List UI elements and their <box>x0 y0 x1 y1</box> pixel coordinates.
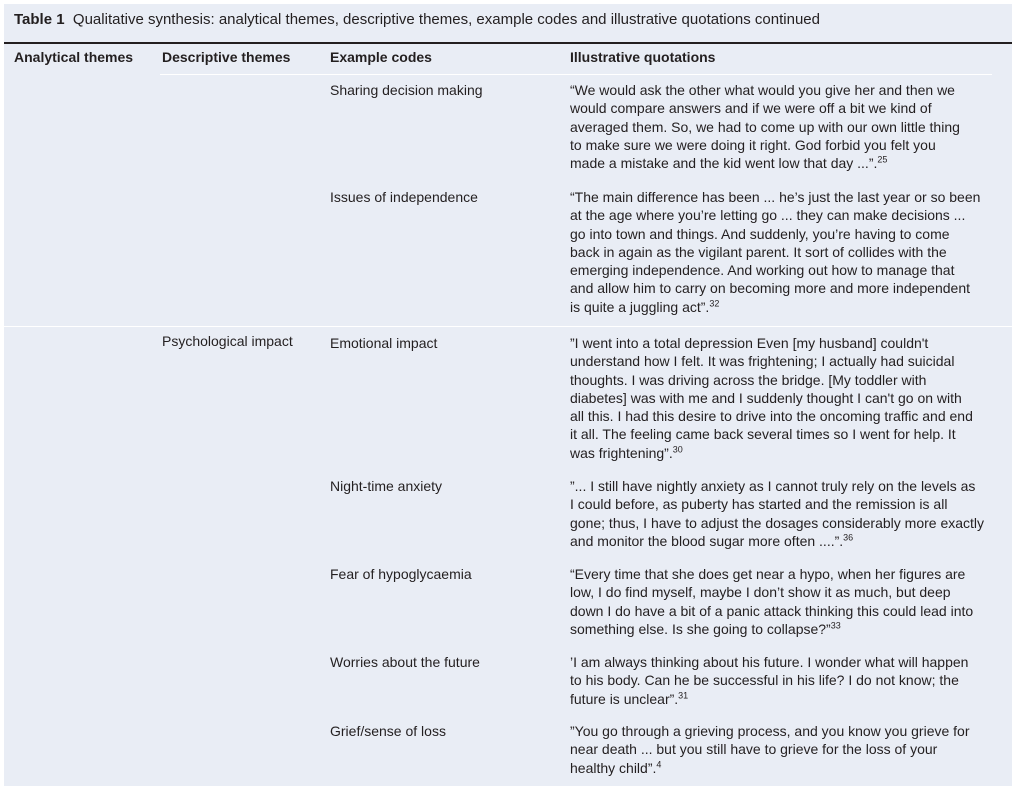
quotation-line: it all. The feeling came back several times so I went for help. It <box>570 426 956 443</box>
quotation-line: ”You go through a grieving process, and you know you grieve for <box>570 723 970 739</box>
reference-number: 33 <box>830 620 841 631</box>
quotation-line: go into town and things. And suddenly, you’re having to come <box>570 225 950 242</box>
quotation-line: was frightening”.$^{30}$ <box>570 444 683 461</box>
quotation-line: healthy child”.$^4$ <box>570 758 662 776</box>
quotation-line: ’I am always thinking about his future. I wonder what will happen <box>570 654 969 670</box>
header-illustrative-quotations: Illustrative quotations <box>570 49 716 65</box>
quotation-line: future is unclear”.$^{31}$ <box>570 689 689 707</box>
reference-number: 31 <box>678 689 689 700</box>
reference-number: 32 <box>709 298 720 309</box>
quotation-line: “We would ask the other what would you give her and then we <box>570 82 955 98</box>
reference-number: 4 <box>656 758 662 769</box>
quotation-line: “The main difference has been ... he’s just the last year or so been <box>570 189 981 205</box>
header-rule <box>160 74 992 75</box>
quotation-line: diabetes] was with me and I suddenly thought I can't go on with <box>570 389 962 406</box>
quotation-line: at the age where you’re letting go ... they can make decisions ... <box>570 207 966 224</box>
example-code-night-time-anxiety: Night-time anxiety <box>330 478 443 494</box>
quotation-line: understand how I felt. It was frightening; I actually had suicidal <box>570 353 955 370</box>
quotation-emotional-impact <box>570 334 988 462</box>
table-label: Table 1 <box>14 11 65 28</box>
quotation-line: thoughts. I was driving across the bridge. [My toddler with <box>570 371 927 388</box>
quotation-line: ”... I still have nightly anxiety as I cannot truly rely on the levels as <box>570 478 976 494</box>
quotation-line: near death ... but you still have to grieve for the loss of your <box>570 741 938 758</box>
quotation-line: averaged them. So, we had to come up with our own little thing <box>570 118 960 135</box>
example-code-worries-future: Worries about the future <box>330 654 480 670</box>
quotation-line: low, I do find myself, maybe I don’t show it as much, but deep <box>570 584 951 601</box>
quotation-line: to his body. Can he be successful in his life? I do not know; the <box>570 672 959 689</box>
descriptive-theme-psychological-impact: Psychological impact <box>162 333 293 349</box>
table-top-rule <box>4 42 1012 44</box>
quotation-line: “Every time that she does get near a hypo, when her figures are <box>570 566 966 582</box>
quotation-night-time-anxiety <box>570 477 988 550</box>
quotation-line: ”I went into a total depression Even [my husband] couldn't <box>570 335 929 351</box>
quotation-line: and monitor the blood sugar more often ....”.$^{36}$ <box>570 532 854 549</box>
quotation-line: made a mistake and the kid went low that day ...”.$^{25}$ <box>570 154 888 172</box>
quotation-line: I could before, as puberty has started and the remission is all <box>570 496 948 513</box>
reference-number: 25 <box>877 154 888 165</box>
quotation-line: and allow him to carry on becoming more and more independent <box>570 280 971 297</box>
reference-number: 36 <box>843 532 854 543</box>
example-code-sharing-decision: Sharing decision making <box>330 82 483 98</box>
quotation-line: to make sure we were doing it right. God forbid you felt you <box>570 136 936 153</box>
quotation-sharing-decision <box>570 81 988 172</box>
quotation-line: down I do have a bit of a panic attack thinking this could lead into <box>570 602 974 619</box>
example-code-grief-loss: Grief/sense of loss <box>330 723 446 739</box>
quotation-line: is quite a juggling act”.$^{32}$ <box>570 298 720 315</box>
quotation-line: would compare answers and if we were off a bit we kind of <box>570 100 932 117</box>
header-example-codes: Example codes <box>330 49 432 65</box>
quotation-grief-loss <box>570 722 988 777</box>
quotation-fear-hypoglycaemia <box>570 565 988 638</box>
quotation-line: something else. Is she going to collapse?”$^{33}$ <box>570 620 841 637</box>
header-analytical-themes: Analytical themes <box>14 49 134 65</box>
quotation-line: emerging independence. And working out how to manage that <box>570 262 955 279</box>
example-code-independence: Issues of independence <box>330 189 478 205</box>
quotation-independence <box>570 188 988 316</box>
table-caption <box>14 11 820 28</box>
example-code-emotional-impact: Emotional impact <box>330 335 438 351</box>
quotation-worries-future <box>570 653 988 708</box>
example-code-fear-hypoglycaemia: Fear of hypoglycaemia <box>330 566 472 582</box>
reference-number: 30 <box>672 444 683 455</box>
quotation-line: gone; thus, I have to adjust the dosages considerably more exactly <box>570 514 985 531</box>
section-separator <box>4 326 1012 327</box>
quotation-line: all this. I had this desire to drive into the oncoming traffic and end <box>570 408 973 425</box>
quotation-line: back in again as the vigilant parent. It sort of collides with the <box>570 243 947 260</box>
table-caption-text: Qualitative synthesis: analytical themes, descriptive themes, example codes and illustrative quotations continued <box>72 11 820 28</box>
header-descriptive-themes: Descriptive themes <box>162 49 291 65</box>
